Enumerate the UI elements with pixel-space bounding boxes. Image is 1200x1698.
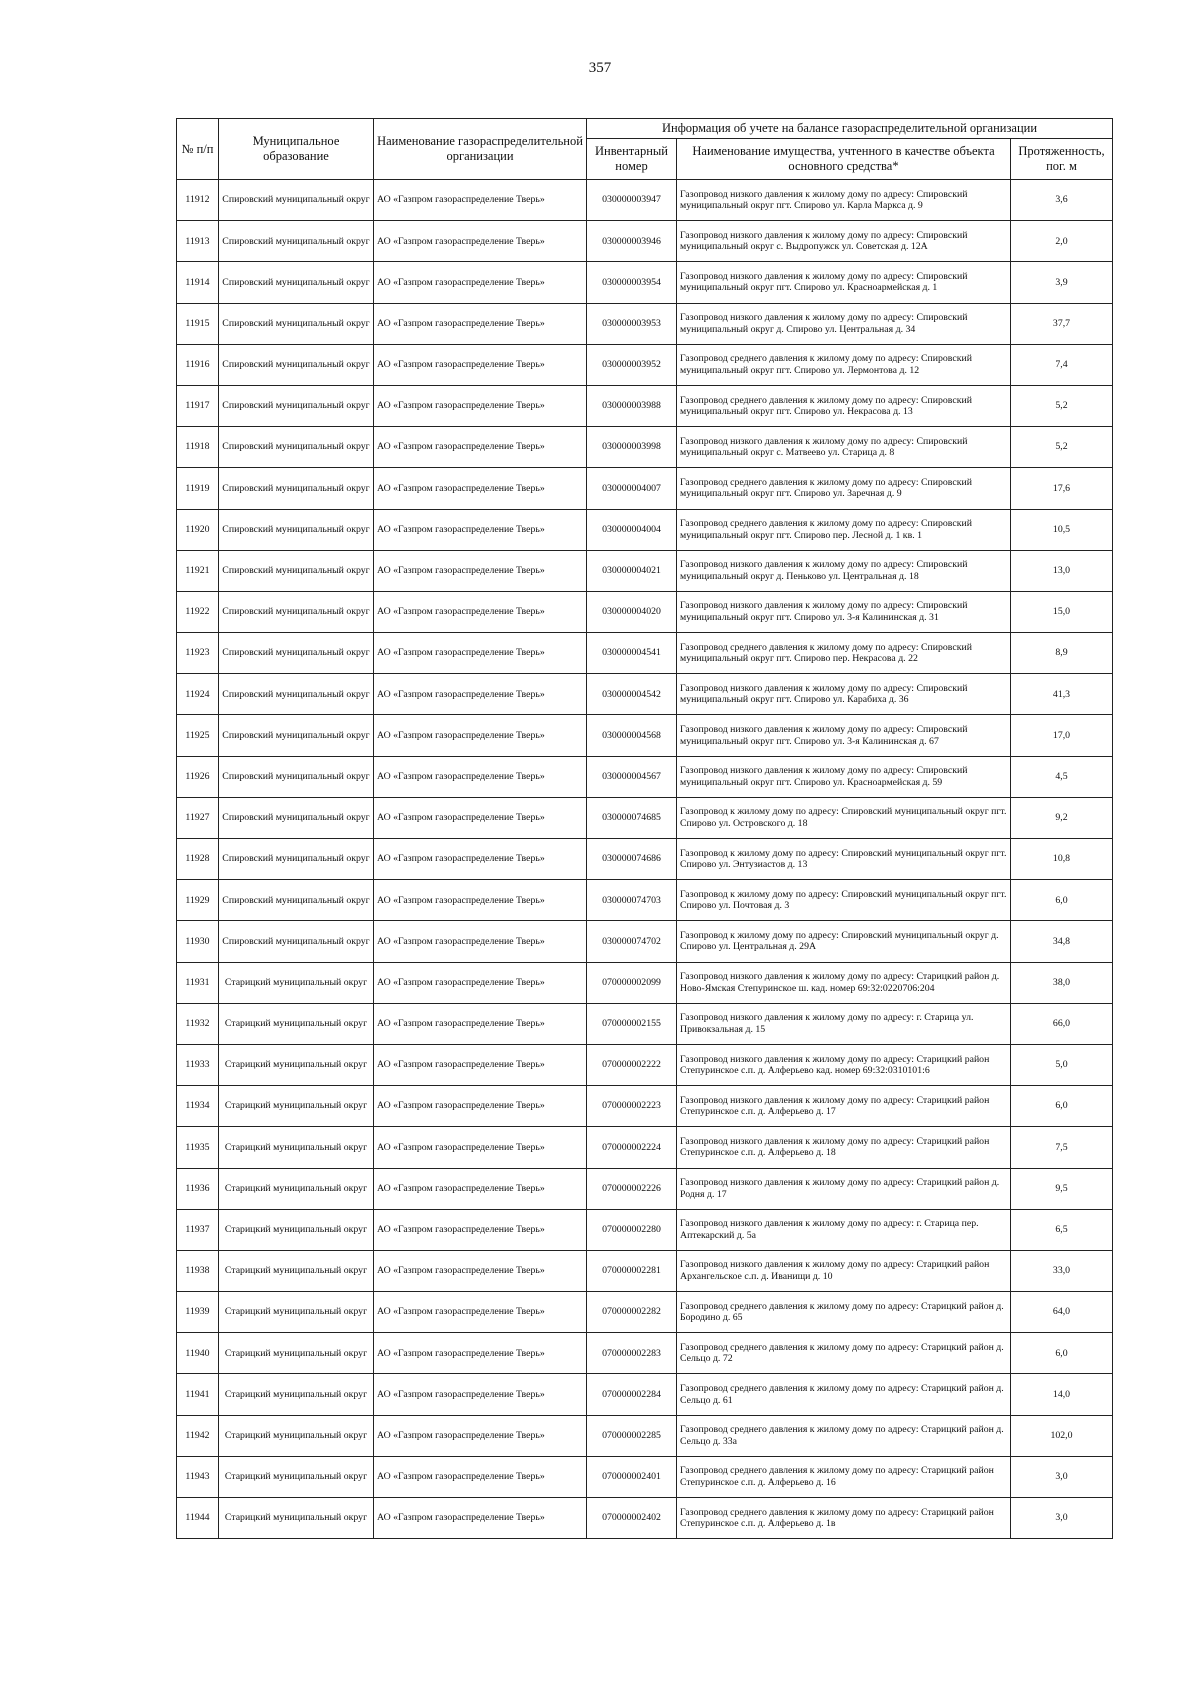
length-cell: 3,0 [1011, 1456, 1113, 1497]
property-description-cell: Газопровод низкого давления к жилому дому по адресу: Спировский муниципальный округ с. Матвеево ул. Старица д. 8 [677, 427, 1011, 468]
table-row [177, 591, 1113, 632]
length-cell: 13,0 [1011, 550, 1113, 591]
length-cell: 2,0 [1011, 221, 1113, 262]
inventory-number-cell: 030000004021 [587, 550, 677, 591]
row-number: 11917 [177, 385, 219, 426]
row-number: 11921 [177, 550, 219, 591]
row-number: 11932 [177, 1003, 219, 1044]
table-row [177, 1168, 1113, 1209]
organization-cell: АО «Газпром газораспределение Тверь» [374, 1168, 587, 1209]
municipality-cell: Спировский муниципальный округ [219, 344, 374, 385]
inventory-number-cell: 070000002401 [587, 1456, 677, 1497]
property-description-cell: Газопровод среднего давления к жилому дому по адресу: Старицкий район Степуринское с.п. д. Алферьево д. 1в [677, 1498, 1011, 1539]
row-number: 11935 [177, 1127, 219, 1168]
property-description-cell: Газопровод к жилому дому по адресу: Спировский муниципальный округ пгт. Спирово ул. Почтовая д. 3 [677, 880, 1011, 921]
inventory-number-cell: 030000003998 [587, 427, 677, 468]
length-cell: 3,6 [1011, 180, 1113, 221]
row-number: 11924 [177, 674, 219, 715]
inventory-number-cell: 030000004004 [587, 509, 677, 550]
property-description-cell: Газопровод среднего давления к жилому дому по адресу: Спировский муниципальный округ пгт. Спирово ул. Лермонтова д. 12 [677, 344, 1011, 385]
inventory-number-cell: 030000074702 [587, 921, 677, 962]
organization-cell: АО «Газпром газораспределение Тверь» [374, 344, 587, 385]
table-row [177, 1456, 1113, 1497]
table-row [177, 1044, 1113, 1085]
inventory-number-cell: 030000003946 [587, 221, 677, 262]
row-number: 11933 [177, 1044, 219, 1085]
property-description-cell: Газопровод низкого давления к жилому дому по адресу: Спировский муниципальный округ пгт. Спирово ул. 3-я Калининская д. 67 [677, 715, 1011, 756]
property-description-cell: Газопровод низкого давления к жилому дому по адресу: Спировский муниципальный округ д. Пеньково ул. Центральная д. 18 [677, 550, 1011, 591]
municipality-cell: Старицкий муниципальный округ [219, 1292, 374, 1333]
inventory-number-cell: 030000003947 [587, 180, 677, 221]
municipality-cell: Спировский муниципальный округ [219, 221, 374, 262]
table-row [177, 1498, 1113, 1539]
municipality-cell: Старицкий муниципальный округ [219, 1374, 374, 1415]
length-cell: 9,5 [1011, 1168, 1113, 1209]
row-number: 11943 [177, 1456, 219, 1497]
organization-cell: АО «Газпром газораспределение Тверь» [374, 509, 587, 550]
length-cell: 34,8 [1011, 921, 1113, 962]
length-cell: 6,0 [1011, 1333, 1113, 1374]
length-cell: 66,0 [1011, 1003, 1113, 1044]
inventory-number-cell: 070000002402 [587, 1498, 677, 1539]
property-description-cell: Газопровод низкого давления к жилому дому по адресу: Спировский муниципальный округ пгт. Спирово ул. Красноармейская д. 1 [677, 262, 1011, 303]
length-cell: 15,0 [1011, 591, 1113, 632]
header-row-top [177, 119, 1113, 139]
municipality-cell: Старицкий муниципальный округ [219, 1498, 374, 1539]
table-row [177, 262, 1113, 303]
table-row [177, 1127, 1113, 1168]
organization-cell: АО «Газпром газораспределение Тверь» [374, 1374, 587, 1415]
municipality-cell: Спировский муниципальный округ [219, 180, 374, 221]
row-number: 11928 [177, 839, 219, 880]
municipality-cell: Спировский муниципальный округ [219, 674, 374, 715]
municipality-cell: Спировский муниципальный округ [219, 715, 374, 756]
municipality-cell: Спировский муниципальный округ [219, 797, 374, 838]
table-row [177, 550, 1113, 591]
table-row [177, 427, 1113, 468]
inventory-number-cell: 030000004020 [587, 591, 677, 632]
inventory-number-cell: 030000074686 [587, 839, 677, 880]
row-number: 11944 [177, 1498, 219, 1539]
length-cell: 4,5 [1011, 756, 1113, 797]
inventory-number-cell: 070000002223 [587, 1086, 677, 1127]
property-description-cell: Газопровод к жилому дому по адресу: Спировский муниципальный округ пгт. Спирово ул. Энтузиастов д. 13 [677, 839, 1011, 880]
organization-cell: АО «Газпром газораспределение Тверь» [374, 880, 587, 921]
inventory-number-cell: 070000002222 [587, 1044, 677, 1085]
inventory-number-cell: 030000003954 [587, 262, 677, 303]
property-description-cell: Газопровод к жилому дому по адресу: Спировский муниципальный округ д. Спирово ул. Центральная д. 29А [677, 921, 1011, 962]
table-body [177, 180, 1113, 1539]
length-cell: 33,0 [1011, 1250, 1113, 1291]
organization-cell: АО «Газпром газораспределение Тверь» [374, 715, 587, 756]
organization-cell: АО «Газпром газораспределение Тверь» [374, 1292, 587, 1333]
inventory-number-cell: 030000003952 [587, 344, 677, 385]
inventory-number-cell: 070000002155 [587, 1003, 677, 1044]
table-row [177, 633, 1113, 674]
municipality-cell: Спировский муниципальный округ [219, 262, 374, 303]
inventory-number-cell: 070000002284 [587, 1374, 677, 1415]
row-number: 11914 [177, 262, 219, 303]
organization-cell: АО «Газпром газораспределение Тверь» [374, 1333, 587, 1374]
property-description-cell: Газопровод к жилому дому по адресу: Спировский муниципальный округ пгт. Спирово ул. Островского д. 18 [677, 797, 1011, 838]
row-number: 11930 [177, 921, 219, 962]
municipality-cell: Старицкий муниципальный округ [219, 1209, 374, 1250]
organization-cell: АО «Газпром газораспределение Тверь» [374, 1003, 587, 1044]
organization-cell: АО «Газпром газораспределение Тверь» [374, 797, 587, 838]
inventory-number-cell: 030000004567 [587, 756, 677, 797]
table-row [177, 385, 1113, 426]
header-length: Протяженность, пог. м [1011, 139, 1113, 180]
organization-cell: АО «Газпром газораспределение Тверь» [374, 550, 587, 591]
length-cell: 7,5 [1011, 1127, 1113, 1168]
municipality-cell: Спировский муниципальный округ [219, 385, 374, 426]
property-description-cell: Газопровод низкого давления к жилому дому по адресу: Спировский муниципальный округ с. Выдропужск ул. Советская д. 12А [677, 221, 1011, 262]
header-inventory-number: Инвентарный номер [587, 139, 677, 180]
property-description-cell: Газопровод среднего давления к жилому дому по адресу: Старицкий район д. Бородино д. 65 [677, 1292, 1011, 1333]
organization-cell: АО «Газпром газораспределение Тверь» [374, 1127, 587, 1168]
inventory-number-cell: 070000002285 [587, 1415, 677, 1456]
inventory-number-cell: 030000004007 [587, 468, 677, 509]
property-description-cell: Газопровод среднего давления к жилому дому по адресу: Старицкий район д. Сельцо д. 72 [677, 1333, 1011, 1374]
organization-cell: АО «Газпром газораспределение Тверь» [374, 262, 587, 303]
organization-cell: АО «Газпром газораспределение Тверь» [374, 385, 587, 426]
row-number: 11931 [177, 962, 219, 1003]
length-cell: 17,0 [1011, 715, 1113, 756]
municipality-cell: Спировский муниципальный округ [219, 468, 374, 509]
row-number: 11927 [177, 797, 219, 838]
table-row [177, 756, 1113, 797]
organization-cell: АО «Газпром газораспределение Тверь» [374, 303, 587, 344]
header-organization: Наименование газораспределительной организации [374, 119, 587, 180]
table-row [177, 921, 1113, 962]
table-row [177, 1209, 1113, 1250]
length-cell: 6,0 [1011, 1086, 1113, 1127]
organization-cell: АО «Газпром газораспределение Тверь» [374, 1044, 587, 1085]
table-row [177, 839, 1113, 880]
table-row [177, 303, 1113, 344]
row-number: 11925 [177, 715, 219, 756]
municipality-cell: Старицкий муниципальный округ [219, 1168, 374, 1209]
property-description-cell: Газопровод среднего давления к жилому дому по адресу: Старицкий район Степуринское с.п. д. Алферьево д. 16 [677, 1456, 1011, 1497]
row-number: 11938 [177, 1250, 219, 1291]
inventory-number-cell: 070000002281 [587, 1250, 677, 1291]
municipality-cell: Старицкий муниципальный округ [219, 1003, 374, 1044]
length-cell: 5,2 [1011, 385, 1113, 426]
inventory-number-cell: 070000002226 [587, 1168, 677, 1209]
property-description-cell: Газопровод низкого давления к жилому дому по адресу: Старицкий район д. Родня д. 17 [677, 1168, 1011, 1209]
organization-cell: АО «Газпром газораспределение Тверь» [374, 633, 587, 674]
table-row [177, 1333, 1113, 1374]
property-description-cell: Газопровод среднего давления к жилому дому по адресу: Спировский муниципальный округ пгт. Спирово пер. Некрасова д. 22 [677, 633, 1011, 674]
organization-cell: АО «Газпром газораспределение Тверь» [374, 1456, 587, 1497]
table-row [177, 880, 1113, 921]
length-cell: 10,8 [1011, 839, 1113, 880]
municipality-cell: Старицкий муниципальный округ [219, 1250, 374, 1291]
inventory-number-cell: 030000004541 [587, 633, 677, 674]
page-number: 357 [588, 60, 612, 76]
municipality-cell: Спировский муниципальный округ [219, 550, 374, 591]
header-num: № п/п [177, 119, 219, 180]
row-number: 11922 [177, 591, 219, 632]
inventory-number-cell: 030000004542 [587, 674, 677, 715]
table-row [177, 221, 1113, 262]
property-description-cell: Газопровод среднего давления к жилому дому по адресу: Спировский муниципальный округ пгт. Спирово пер. Лесной д. 1 кв. 1 [677, 509, 1011, 550]
row-number: 11916 [177, 344, 219, 385]
table-row [177, 1374, 1113, 1415]
table-row [177, 468, 1113, 509]
length-cell: 38,0 [1011, 962, 1113, 1003]
property-description-cell: Газопровод низкого давления к жилому дому по адресу: Старицкий район Степуринское с.п. д. Алферьево кад. номер 69:32:0310101:6 [677, 1044, 1011, 1085]
municipality-cell: Спировский муниципальный округ [219, 427, 374, 468]
organization-cell: АО «Газпром газораспределение Тверь» [374, 591, 587, 632]
table-row [177, 344, 1113, 385]
inventory-number-cell: 070000002280 [587, 1209, 677, 1250]
row-number: 11929 [177, 880, 219, 921]
row-number: 11940 [177, 1333, 219, 1374]
inventory-number-cell: 030000003988 [587, 385, 677, 426]
table-row [177, 797, 1113, 838]
length-cell: 10,5 [1011, 509, 1113, 550]
inventory-number-cell: 030000074685 [587, 797, 677, 838]
municipality-cell: Спировский муниципальный округ [219, 303, 374, 344]
length-cell: 37,7 [1011, 303, 1113, 344]
property-description-cell: Газопровод низкого давления к жилому дому по адресу: Старицкий район д. Ново-Ямская Степуринское ш. кад. номер 69:32:0220706:204 [677, 962, 1011, 1003]
length-cell: 7,4 [1011, 344, 1113, 385]
length-cell: 8,9 [1011, 633, 1113, 674]
organization-cell: АО «Газпром газораспределение Тверь» [374, 962, 587, 1003]
table-row [177, 715, 1113, 756]
organization-cell: АО «Газпром газораспределение Тверь» [374, 921, 587, 962]
length-cell: 6,0 [1011, 880, 1113, 921]
property-description-cell: Газопровод низкого давления к жилому дому по адресу: Спировский муниципальный округ пгт. Спирово ул. Карла Маркса д. 9 [677, 180, 1011, 221]
row-number: 11937 [177, 1209, 219, 1250]
table-row [177, 1086, 1113, 1127]
row-number: 11912 [177, 180, 219, 221]
municipality-cell: Спировский муниципальный округ [219, 921, 374, 962]
municipality-cell: Спировский муниципальный округ [219, 509, 374, 550]
row-number: 11942 [177, 1415, 219, 1456]
property-description-cell: Газопровод низкого давления к жилому дому по адресу: Спировский муниципальный округ д. Спирово ул. Центральная д. 34 [677, 303, 1011, 344]
property-description-cell: Газопровод низкого давления к жилому дому по адресу: Старицкий район Степуринское с.п. д. Алферьево д. 17 [677, 1086, 1011, 1127]
table-row [177, 1250, 1113, 1291]
length-cell: 5,2 [1011, 427, 1113, 468]
property-description-cell: Газопровод среднего давления к жилому дому по адресу: Старицкий район д. Сельцо д. 33а [677, 1415, 1011, 1456]
inventory-number-cell: 070000002099 [587, 962, 677, 1003]
row-number: 11918 [177, 427, 219, 468]
property-description-cell: Газопровод низкого давления к жилому дому по адресу: Старицкий район Архангельское с.п. д. Иванищи д. 10 [677, 1250, 1011, 1291]
municipality-cell: Спировский муниципальный округ [219, 880, 374, 921]
length-cell: 3,9 [1011, 262, 1113, 303]
municipality-cell: Старицкий муниципальный округ [219, 1333, 374, 1374]
property-description-cell: Газопровод низкого давления к жилому дому по адресу: Спировский муниципальный округ пгт. Спирово ул. Карабиха д. 36 [677, 674, 1011, 715]
inventory-number-cell: 030000004568 [587, 715, 677, 756]
table-row [177, 962, 1113, 1003]
table-row [177, 180, 1113, 221]
table-row [177, 674, 1113, 715]
municipality-cell: Старицкий муниципальный округ [219, 1086, 374, 1127]
row-number: 11920 [177, 509, 219, 550]
length-cell: 9,2 [1011, 797, 1113, 838]
row-number: 11923 [177, 633, 219, 674]
organization-cell: АО «Газпром газораспределение Тверь» [374, 756, 587, 797]
property-description-cell: Газопровод низкого давления к жилому дому по адресу: Старицкий район Степуринское с.п. д. Алферьево д. 18 [677, 1127, 1011, 1168]
table-row [177, 509, 1113, 550]
inventory-number-cell: 030000003953 [587, 303, 677, 344]
inventory-number-cell: 030000074703 [587, 880, 677, 921]
row-number: 11934 [177, 1086, 219, 1127]
table-row [177, 1292, 1113, 1333]
property-description-cell: Газопровод среднего давления к жилому дому по адресу: Спировский муниципальный округ пгт. Спирово ул. Заречная д. 9 [677, 468, 1011, 509]
organization-cell: АО «Газпром газораспределение Тверь» [374, 1209, 587, 1250]
header-balance-info: Информация об учете на балансе газораспределительной организации [587, 119, 1113, 139]
municipality-cell: Спировский муниципальный округ [219, 756, 374, 797]
organization-cell: АО «Газпром газораспределение Тверь» [374, 1415, 587, 1456]
inventory-number-cell: 070000002282 [587, 1292, 677, 1333]
length-cell: 102,0 [1011, 1415, 1113, 1456]
property-description-cell: Газопровод среднего давления к жилому дому по адресу: Спировский муниципальный округ пгт. Спирово ул. Некрасова д. 13 [677, 385, 1011, 426]
organization-cell: АО «Газпром газораспределение Тверь» [374, 427, 587, 468]
length-cell: 3,0 [1011, 1498, 1113, 1539]
municipality-cell: Спировский муниципальный округ [219, 839, 374, 880]
municipality-cell: Старицкий муниципальный округ [219, 1415, 374, 1456]
length-cell: 17,6 [1011, 468, 1113, 509]
municipality-cell: Старицкий муниципальный округ [219, 1456, 374, 1497]
organization-cell: АО «Газпром газораспределение Тверь» [374, 1086, 587, 1127]
row-number: 11913 [177, 221, 219, 262]
organization-cell: АО «Газпром газораспределение Тверь» [374, 839, 587, 880]
header-property-name: Наименование имущества, учтенного в качестве объекта основного средства* [677, 139, 1011, 180]
organization-cell: АО «Газпром газораспределение Тверь» [374, 1250, 587, 1291]
municipality-cell: Старицкий муниципальный округ [219, 1044, 374, 1085]
property-description-cell: Газопровод среднего давления к жилому дому по адресу: Старицкий район д. Сельцо д. 61 [677, 1374, 1011, 1415]
property-description-cell: Газопровод низкого давления к жилому дому по адресу: Спировский муниципальный округ пгт. Спирово ул. 3-я Калининская д. 31 [677, 591, 1011, 632]
organization-cell: АО «Газпром газораспределение Тверь» [374, 180, 587, 221]
row-number: 11941 [177, 1374, 219, 1415]
row-number: 11939 [177, 1292, 219, 1333]
municipality-cell: Старицкий муниципальный округ [219, 962, 374, 1003]
header-municipality: Муниципальное образование [219, 119, 374, 180]
length-cell: 41,3 [1011, 674, 1113, 715]
property-description-cell: Газопровод низкого давления к жилому дому по адресу: Спировский муниципальный округ пгт. Спирово ул. Красноармейская д. 59 [677, 756, 1011, 797]
gas-pipeline-registry-table [176, 118, 1113, 1539]
table-row [177, 1003, 1113, 1044]
municipality-cell: Старицкий муниципальный округ [219, 1127, 374, 1168]
table-row [177, 1415, 1113, 1456]
organization-cell: АО «Газпром газораспределение Тверь» [374, 221, 587, 262]
inventory-number-cell: 070000002224 [587, 1127, 677, 1168]
row-number: 11936 [177, 1168, 219, 1209]
organization-cell: АО «Газпром газораспределение Тверь» [374, 674, 587, 715]
row-number: 11915 [177, 303, 219, 344]
property-description-cell: Газопровод низкого давления к жилому дому по адресу: г. Старица пер. Аптекарский д. 5а [677, 1209, 1011, 1250]
row-number: 11919 [177, 468, 219, 509]
length-cell: 64,0 [1011, 1292, 1113, 1333]
municipality-cell: Спировский муниципальный округ [219, 591, 374, 632]
length-cell: 6,5 [1011, 1209, 1113, 1250]
municipality-cell: Спировский муниципальный округ [219, 633, 374, 674]
property-description-cell: Газопровод низкого давления к жилому дому по адресу: г. Старица ул. Привокзальная д. 15 [677, 1003, 1011, 1044]
organization-cell: АО «Газпром газораспределение Тверь» [374, 1498, 587, 1539]
row-number: 11926 [177, 756, 219, 797]
organization-cell: АО «Газпром газораспределение Тверь» [374, 468, 587, 509]
length-cell: 5,0 [1011, 1044, 1113, 1085]
length-cell: 14,0 [1011, 1374, 1113, 1415]
inventory-number-cell: 070000002283 [587, 1333, 677, 1374]
